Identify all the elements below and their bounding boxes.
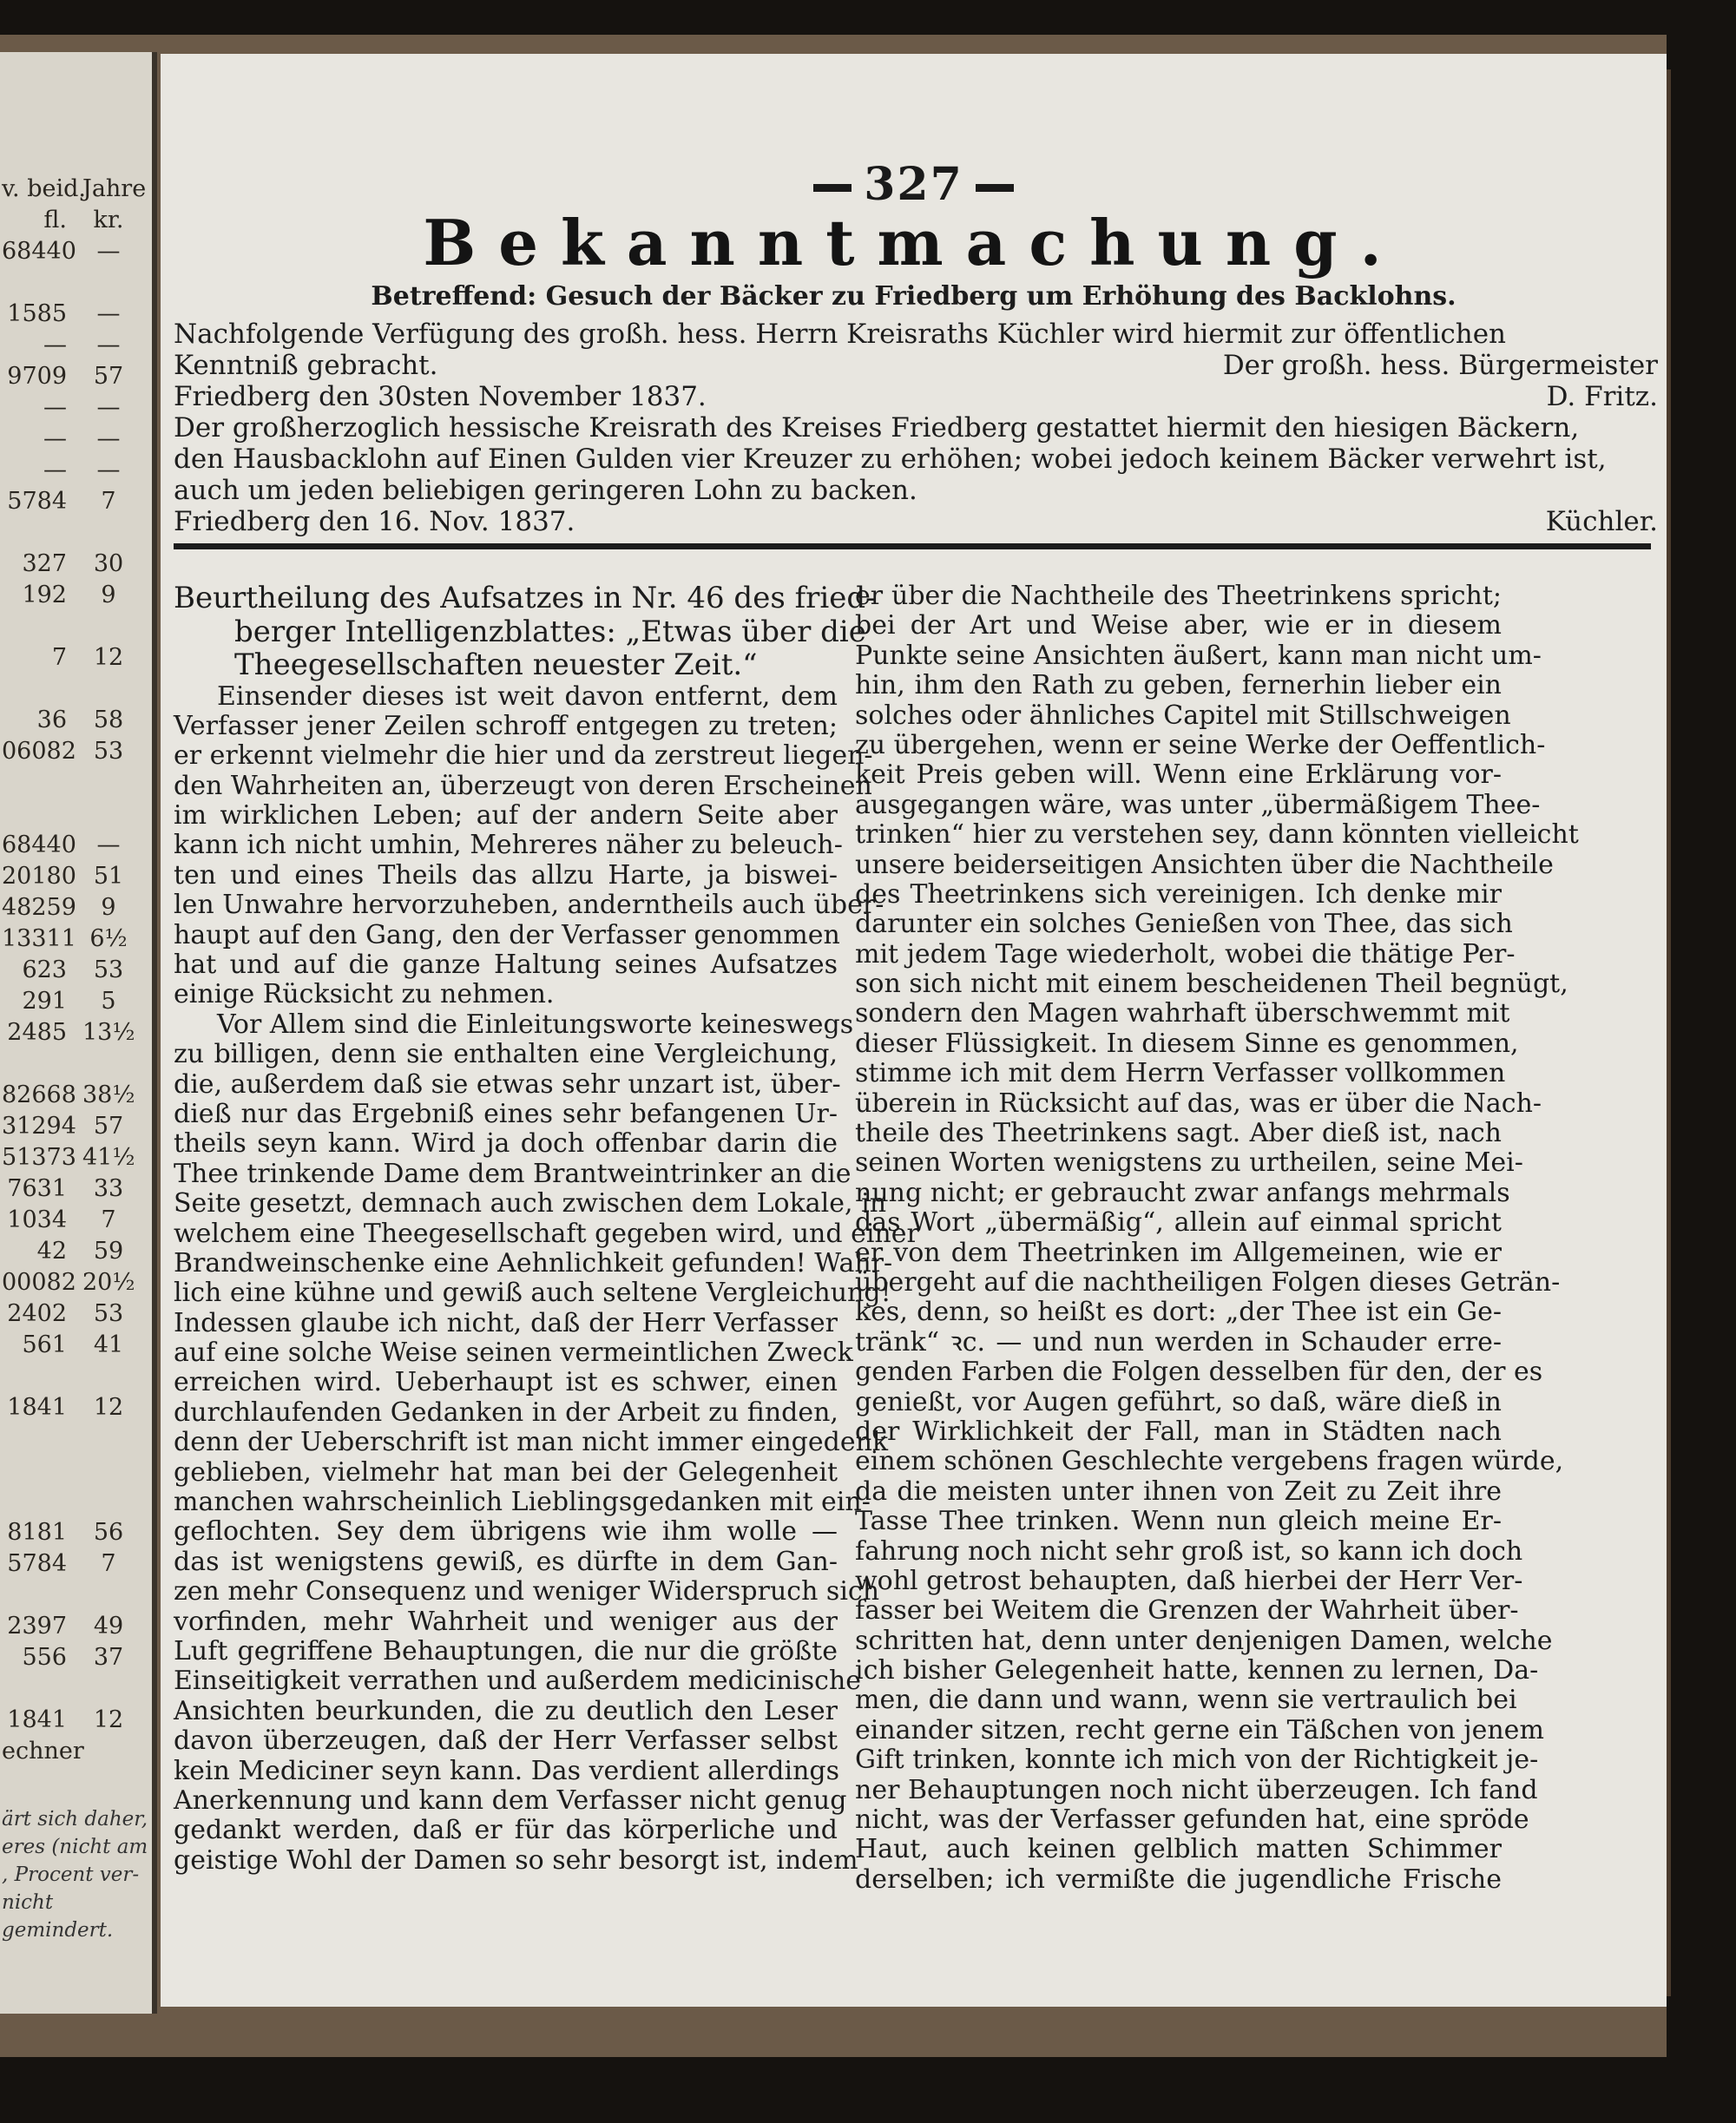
table-cell-kreuzer: 37 (93, 1644, 124, 1671)
text-line: Vor Allem sind die Einleitungsworte keineswegs (217, 1009, 854, 1040)
table-cell-amount: 5784 (7, 1550, 67, 1577)
text-line: ten und eines Theils das allzu Harte, ja biswei- (174, 859, 838, 891)
table-cell-amount: 20180 (2, 863, 76, 890)
table-cell-kreuzer: 12 (93, 1394, 124, 1421)
table-cell-amount: 8181 (7, 1519, 67, 1546)
table-row (2, 705, 149, 736)
table-cell-amount: 556 (22, 1644, 67, 1671)
notice-signature: Der großh. hess. Bürgermeister (1222, 350, 1658, 381)
text-line: durchlaufenden Gedanken in der Arbeit zu finden, (174, 1397, 838, 1428)
text-line: gedankt werden, daß er für das körperliche und (174, 1815, 838, 1846)
text-line: Verfasser jener Zeilen schroff entgegen zu treten; (174, 710, 838, 741)
table-row (2, 1205, 149, 1236)
table-cell-kreuzer: 9 (101, 894, 116, 921)
text-line: wohl getrost behaupten, daß hierbei der Herr Ver- (855, 1565, 1523, 1596)
table-cell-kreuzer: 7 (101, 1550, 116, 1577)
text-line: Seite gesetzt, demnach auch zwischen dem Lokale, in (174, 1188, 887, 1219)
notice-line (174, 444, 1658, 475)
text-line: sondern den Magen wahrhaft überschwemmt mit (855, 998, 1510, 1029)
table-cell-kreuzer: — (96, 394, 121, 421)
table-row (2, 1548, 149, 1580)
text-line: stimme ich mit dem Herrn Verfasser vollkommen (855, 1058, 1506, 1089)
text-line: ner Behauptungen noch nicht überzeugen. Ich fand (855, 1774, 1538, 1805)
table-cell-amount: 48259 (2, 894, 76, 921)
table-cell-amount: 13311 (2, 925, 76, 952)
table-cell-amount: 42 (36, 1238, 67, 1265)
table-row (2, 486, 149, 517)
table-cell-kreuzer: — (96, 457, 121, 483)
text-line: Luft gegriffene Behauptungen, die nur die größte (174, 1636, 838, 1666)
article-headline (174, 581, 876, 682)
table-row (2, 1361, 149, 1392)
text-line: welchem eine Theegesellschaft gegeben wird, und einer (174, 1218, 919, 1249)
headline-line: Theegesellschaften neuester Zeit.“ (234, 647, 758, 682)
text-line: geistige Wohl der Damen so sehr besorgt ist, indem (174, 1844, 858, 1876)
text-line: ausgegangen wäre, was unter „übermäßigem Thee- (855, 789, 1541, 820)
dash-left (813, 184, 852, 192)
table-row (2, 549, 149, 580)
table-cell-kreuzer: kr. (93, 207, 124, 233)
text-line: das ist wenigstens gewiß, es dürfte in dem Gan- (174, 1546, 838, 1577)
text-line: einander sitzen, recht gerne ein Täßchen von jenem (855, 1714, 1544, 1745)
text-line: da die meisten unter ihnen von Zeit zu Zeit ihre (855, 1476, 1502, 1507)
table-cell-amount: 2397 (7, 1613, 67, 1640)
notice-line (174, 475, 1658, 506)
table-row (2, 1080, 149, 1111)
table-row (2, 267, 149, 299)
text-line: men, die dann und wann, wenn sie vertraulich bei (855, 1685, 1517, 1716)
table-row (2, 674, 149, 705)
table-row (2, 955, 149, 986)
text-line: tränk“ ꝛc. — und nun werden in Schauder erre- (855, 1326, 1502, 1357)
notice-text: den Hausbacklohn auf Einen Gulden vier Kreuzer zu erhöhen; wobei jedoch keinem Bäcker verwehrt ist, (174, 444, 1607, 475)
dash-right (976, 184, 1014, 192)
table-cell-amount: 1034 (7, 1206, 67, 1233)
text-line: er erkennt vielmehr die hier und da zerstreut liegen- (174, 740, 873, 772)
table-cell-amount: 06082 (2, 738, 76, 765)
table-cell-kreuzer: 41½ (82, 1144, 135, 1171)
text-line: den Wahrheiten an, überzeugt von deren Erscheinen (174, 770, 872, 801)
text-line: Indessen glaube ich nicht, daß der Herr Verfasser (174, 1307, 838, 1338)
left-page (0, 52, 157, 2014)
left-page-table (2, 174, 149, 1767)
notice-line (174, 381, 1658, 412)
text-line: solches oder ähnliches Capitel mit Stillschweigen (855, 700, 1511, 731)
notice-text: auch um jeden beliebigen geringeren Lohn zu backen. (174, 475, 917, 506)
table-row (2, 517, 149, 549)
text-line: kein Mediciner seyn kann. Das verdient allerdings (174, 1755, 840, 1786)
table-row (2, 205, 149, 236)
text-line: genießt, vor Augen geführt, so daß, wäre dieß in (855, 1386, 1502, 1417)
right-page (161, 54, 1667, 2007)
table-row (2, 799, 149, 830)
table-row (2, 424, 149, 455)
table-row (2, 1236, 149, 1267)
table-cell-amount: 36 (36, 707, 67, 733)
table-cell-amount: 82668 (2, 1081, 76, 1108)
text-line: Ansichten beurkunden, die zu deutlich den Leser (174, 1695, 838, 1726)
table-cell-amount: 1841 (7, 1706, 67, 1733)
table-cell-kreuzer: 57 (93, 1113, 124, 1140)
left-page-footnote (2, 1805, 149, 1944)
table-row (2, 1642, 149, 1673)
table-cell-kreuzer: 58 (93, 707, 124, 733)
table-cell-kreuzer: 6½ (89, 925, 128, 952)
table-row (2, 392, 149, 424)
table-cell-kreuzer: 59 (93, 1238, 124, 1265)
table-cell-amount: v. beid. (2, 175, 86, 202)
notice-text: Kenntniß gebracht. (174, 350, 438, 381)
table-cell-kreuzer: 53 (93, 738, 124, 765)
text-line: des Theetrinkens sich vereinigen. Ich denke mir (855, 878, 1502, 910)
text-line: hat und auf die ganze Haltung seines Aufsatzes (174, 950, 838, 981)
table-cell-kreuzer: 53 (93, 956, 124, 983)
table-cell-kreuzer: 56 (93, 1519, 124, 1546)
text-line: zu übergehen, wenn er seine Werke der Oeffentlich- (855, 729, 1546, 760)
text-line: manchen wahrscheinlich Lieblingsgedanken mit ein- (174, 1487, 871, 1518)
text-line: unsere beiderseitigen Ansichten über die Nachtheile (855, 849, 1554, 880)
table-cell-amount: 561 (22, 1331, 67, 1358)
table-cell-amount: 7631 (7, 1175, 67, 1202)
table-cell-amount: 9709 (7, 363, 67, 390)
table-row (2, 1580, 149, 1611)
table-cell-kreuzer: 30 (93, 550, 124, 577)
text-line: einige Rücksicht zu nehmen. (174, 979, 555, 1010)
notice-signature: D. Fritz. (1546, 381, 1658, 412)
table-row (2, 1392, 149, 1423)
text-line: er über die Nachtheile des Theetrinkens spricht; (855, 581, 1502, 611)
table-cell-kreuzer: — (96, 425, 121, 452)
notice-line (174, 319, 1658, 350)
text-line: haupt auf den Gang, den der Verfasser genommen (174, 919, 840, 950)
text-line: seinen Worten wenigstens zu urtheilen, seine Mei- (855, 1147, 1523, 1179)
table-cell-kreuzer: 7 (101, 1206, 116, 1233)
notice-line (174, 350, 1658, 381)
text-line: vorfinden, mehr Wahrheit und weniger aus der (174, 1606, 838, 1637)
table-row (2, 986, 149, 1017)
table-row (2, 1486, 149, 1517)
text-line: darunter ein solches Genießen von Thee, das sich (855, 909, 1513, 940)
text-line: erreichen wird. Ueberhaupt ist es schwer, einen (174, 1367, 838, 1398)
table-row (2, 455, 149, 486)
table-cell-kreuzer: 38½ (82, 1081, 135, 1108)
table-cell-kreuzer: 51 (93, 863, 124, 890)
table-cell-kreuzer: — (96, 831, 121, 858)
notice-line (174, 412, 1658, 444)
table-row (2, 1142, 149, 1173)
text-line: bei der Art und Weise aber, wie er in diesem (855, 610, 1502, 641)
table-cell-kreuzer: 53 (93, 1300, 124, 1327)
text-line: übergeht auf die nachtheiligen Folgen dieses Geträn- (855, 1266, 1561, 1298)
text-line: Brandweinschenke eine Aehnlichkeit gefunden! Wahr- (174, 1247, 893, 1278)
table-row (2, 767, 149, 799)
table-row (2, 1267, 149, 1298)
table-row (2, 642, 149, 674)
table-cell-amount: 623 (22, 956, 67, 983)
text-line: ich bisher Gelegenheit hatte, kennen zu lernen, Da- (855, 1655, 1539, 1686)
table-row (2, 861, 149, 892)
text-line: theils seyn kann. Wird ja doch offenbar darin die (174, 1128, 838, 1160)
table-row (2, 174, 149, 205)
table-row (2, 611, 149, 642)
text-line: davon überzeugen, daß der Herr Verfasser selbst (174, 1725, 838, 1757)
table-row (2, 1173, 149, 1205)
table-row (2, 892, 149, 923)
table-cell-amount: 2402 (7, 1300, 67, 1327)
text-line: dieß nur das Ergebniß eines sehr befangenen Ur- (174, 1098, 838, 1129)
table-row (2, 736, 149, 767)
table-cell-kreuzer: 9 (101, 582, 116, 608)
table-cell-amount: 5784 (7, 488, 67, 515)
text-line: son sich nicht mit einem bescheidenen Theil begnügt, (855, 969, 1568, 1000)
table-row (2, 923, 149, 955)
notice-subject: Betreffend: Gesuch der Bäcker zu Friedberg um Erhöhung des Backlohns. (371, 281, 1457, 312)
notice-text: Der großherzoglich hessische Kreisrath des Kreises Friedberg gestattet hiermit den hiesigen Bäckern, (174, 412, 1580, 444)
table-cell-kreuzer: — (96, 332, 121, 358)
table-cell-kreuzer: 12 (93, 1706, 124, 1733)
table-row (2, 1048, 149, 1080)
text-line: nung nicht; er gebraucht zwar anfangs mehrmals (855, 1177, 1510, 1208)
table-cell-amount: 1585 (7, 300, 67, 327)
table-cell-kreuzer: 33 (93, 1175, 124, 1202)
text-line: er von dem Theetrinken im Allgemeinen, wie er (855, 1237, 1502, 1268)
table-cell-amount: 51373 (2, 1144, 76, 1171)
footnote-line: , Procent ver- (2, 1863, 140, 1886)
text-line: Anerkennung und kann dem Verfasser nicht genug (174, 1785, 847, 1816)
table-cell-amount: 7 (51, 644, 67, 671)
text-line: genden Farben die Folgen desselben für den, der es (855, 1357, 1543, 1388)
text-line: geblieben, vielmehr hat man bei der Gelegenheit (174, 1456, 838, 1488)
table-cell-kreuzer: 12 (93, 644, 124, 671)
table-cell-amount: echner (2, 1738, 84, 1765)
table-cell-kreuzer: — (96, 300, 121, 327)
notice-body (174, 319, 1658, 537)
text-line: Einseitigkeit verrathen und außerdem medicinische (174, 1666, 862, 1697)
notice-text: Friedberg den 16. Nov. 1837. (174, 506, 575, 537)
text-line: mit jedem Tage wiederholt, wobei die thätige Per- (855, 938, 1516, 969)
table-cell-kreuzer: 13½ (82, 1019, 135, 1046)
table-row (2, 1455, 149, 1486)
text-line: einem schönen Geschlechte vergebens fragen würde, (855, 1446, 1564, 1477)
table-cell-amount: — (43, 332, 67, 358)
footnote-line: nicht gemindert. (2, 1891, 114, 1942)
table-cell-kreuzer: 57 (93, 363, 124, 390)
table-row (2, 1017, 149, 1048)
table-row (2, 299, 149, 330)
table-row (2, 1705, 149, 1736)
article-text-1 (174, 680, 919, 1877)
section-rule (174, 543, 1651, 549)
table-cell-amount: 327 (22, 550, 67, 577)
text-line: trinken“ hier zu verstehen sey, dann könnten vielleicht (855, 819, 1579, 851)
text-line: das Wort „übermäßig“, allein auf einmal spricht (855, 1207, 1502, 1239)
text-line: schritten hat, denn unter denjenigen Damen, welche (855, 1625, 1553, 1656)
table-cell-kreuzer: 5 (101, 988, 116, 1015)
text-line: Punkte seine Ansichten äußert, kann man nicht um- (855, 640, 1542, 671)
table-cell-kreuzer: 41 (93, 1331, 124, 1358)
table-row (2, 1611, 149, 1642)
text-line: Gift trinken, konnte ich mich von der Richtigkeit je- (855, 1745, 1539, 1776)
text-line: nicht, was der Verfasser gefunden hat, eine spröde (855, 1804, 1529, 1836)
table-cell-amount: 68440 (2, 238, 76, 265)
table-cell-kreuzer: 49 (93, 1613, 124, 1640)
footnote-line: eres (nicht am (2, 1836, 148, 1858)
text-line: lich eine kühne und gewiß auch seltene Vergleichung! (174, 1278, 891, 1309)
text-line: fasser bei Weitem die Grenzen der Wahrheit über- (855, 1595, 1519, 1627)
table-cell-kreuzer: 7 (101, 488, 116, 515)
table-cell-amount: 291 (22, 988, 67, 1015)
table-row (2, 1423, 149, 1455)
footnote-line: ärt sich daher, (2, 1808, 148, 1831)
table-row (2, 1736, 149, 1767)
text-line: zen mehr Consequenz und weniger Widerspruch sich (174, 1576, 880, 1607)
text-line: keit Preis geben will. Wenn eine Erklärung vor- (855, 759, 1502, 791)
table-row (2, 580, 149, 611)
table-row (2, 236, 149, 267)
text-line: fahrung noch nicht sehr groß ist, so kann ich doch (855, 1535, 1523, 1567)
page-header (161, 158, 1667, 211)
table-row (2, 1673, 149, 1705)
table-row (2, 1330, 149, 1361)
article-column-2 (855, 581, 1579, 1895)
text-line: dieser Flüssigkeit. In diesem Sinne es genommen, (855, 1028, 1519, 1059)
headline-line: berger Intelligenzblattes: „Etwas über die (234, 614, 866, 649)
table-cell-amount: 00082 (2, 1269, 76, 1296)
text-line: derselben; ich vermißte die jugendliche Frische (855, 1863, 1502, 1895)
text-line: kes, denn, so heißt es dort: „der Thee ist ein Ge- (855, 1297, 1502, 1328)
table-cell-amount: — (43, 457, 67, 483)
text-line: Haut, auch keinen gelblich matten Schimmer (855, 1834, 1502, 1865)
text-line: der Wirklichkeit der Fall, man in Städten nach (855, 1416, 1502, 1447)
text-line: theile des Theetrinkens sagt. Aber dieß ist, nach (855, 1118, 1502, 1149)
article-column-1 (174, 581, 919, 1876)
text-line: len Unwahre hervorzuheben, anderntheils auch über- (174, 890, 884, 921)
table-row (2, 330, 149, 361)
text-line: hin, ihm den Rath zu geben, fernerhin lieber ein (855, 670, 1502, 701)
table-cell-kreuzer: 20½ (82, 1269, 135, 1296)
table-row (2, 1298, 149, 1330)
text-line: denn der Ueberschrift ist man nicht immer eingedenk (174, 1427, 889, 1458)
text-line: die, außerdem daß sie etwas sehr unzart ist, über- (174, 1068, 841, 1100)
table-cell-amount: 31294 (2, 1113, 76, 1140)
table-cell-amount: 68440 (2, 831, 76, 858)
table-row (2, 1111, 149, 1142)
notice-text: Friedberg den 30sten November 1837. (174, 381, 707, 412)
text-line: auf eine solche Weise seinen vermeintlichen Zweck (174, 1338, 853, 1369)
text-line: Tasse Thee trinken. Wenn nun gleich meine Er- (855, 1506, 1502, 1537)
table-cell-amount: 2485 (7, 1019, 67, 1046)
notice-line (174, 506, 1658, 537)
text-line: überein in Rücksicht auf das, was er über die Nach- (855, 1088, 1542, 1119)
notice-signature: Küchler. (1545, 506, 1658, 537)
table-cell-amount: — (43, 394, 67, 421)
text-line: Thee trinkende Dame dem Brantweintrinker an die (174, 1158, 852, 1189)
headline-line: Beurtheilung des Aufsatzes in Nr. 46 des fried- (174, 581, 876, 615)
page-number: 327 (864, 158, 963, 211)
text-line: kann ich nicht umhin, Mehreres näher zu beleuch- (174, 830, 843, 861)
table-cell-kreuzer: Jahre (82, 175, 147, 202)
table-cell-amount: 1841 (7, 1394, 67, 1421)
table-row (2, 1517, 149, 1548)
text-line: im wirklichen Leben; auf der andern Seite aber (174, 800, 838, 831)
page-title: Bekanntmachung. (423, 206, 1404, 279)
text-line: Einsender dieses ist weit davon entfernt, dem (217, 680, 838, 712)
table-row (2, 830, 149, 861)
table-cell-kreuzer: — (96, 238, 121, 265)
table-cell-amount: — (43, 425, 67, 452)
notice-text: Nachfolgende Verfügung des großh. hess. Herrn Kreisraths Küchler wird hiermit zur öffentlichen (174, 319, 1506, 350)
text-line: zu billigen, denn sie enthalten eine Vergleichung, (174, 1039, 838, 1070)
text-line: geflochten. Sey dem übrigens wie ihm wolle — (174, 1516, 838, 1548)
table-row (2, 361, 149, 392)
table-cell-amount: 192 (22, 582, 67, 608)
table-cell-amount: fl. (43, 207, 67, 233)
